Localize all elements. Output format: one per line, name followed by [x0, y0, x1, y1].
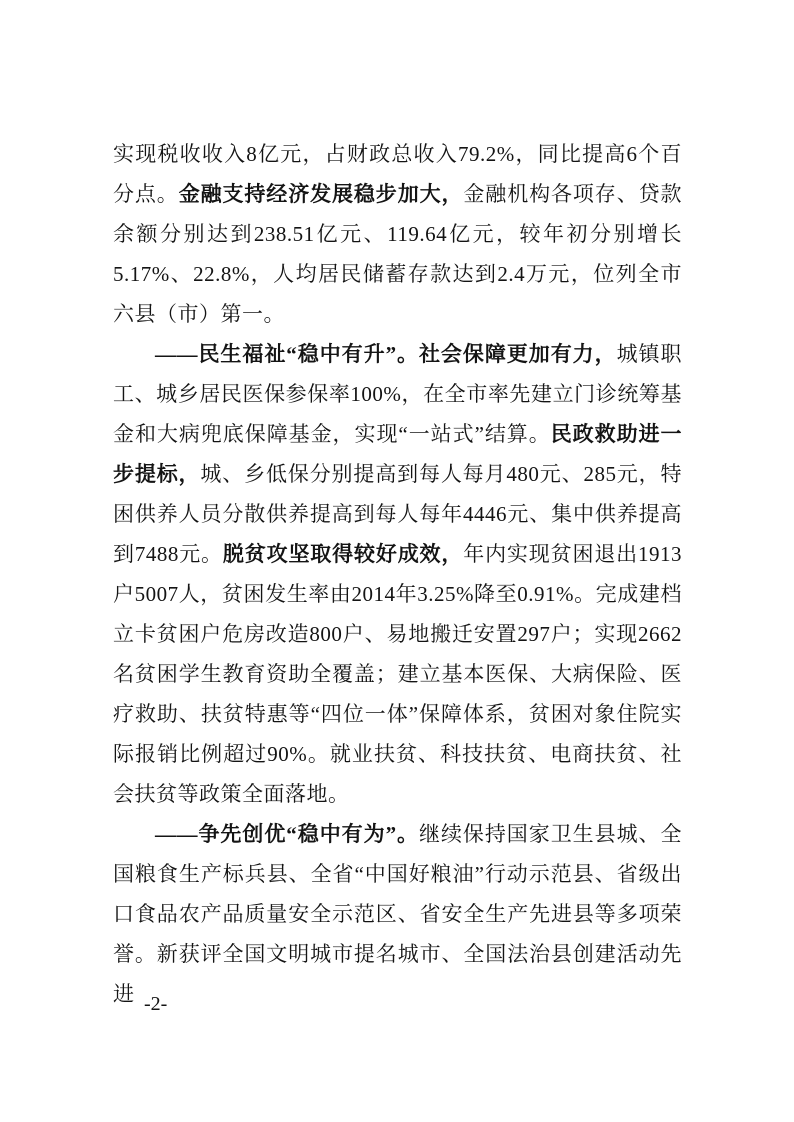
bold-heading-livelihood: ——民生福祉“稳中有升”。社会保障更加有力， — [155, 342, 617, 366]
bold-heading-financial-support: 金融支持经济发展稳步加大， — [178, 182, 464, 206]
page-number: -2- — [144, 993, 168, 1015]
document-body — [113, 134, 682, 1014]
text-run: 继续保持国家卫生县城、全国粮食生产标兵县、全省“中国好粮油”行动示范县、省级出口食品农产品质量安全示范区、省安全生产先进县等多项荣誉。新获评全国文明城市提名城市、全国法治县创建活动先进 — [113, 822, 683, 1006]
paragraph-finance — [113, 134, 682, 334]
paragraph-livelihood — [113, 334, 682, 814]
bold-heading-poverty-alleviation: 脱贫攻坚取得较好成效， — [222, 542, 464, 566]
text-run: 金融机构各项存、贷款余额分别达到238.51亿元、119.64亿元，较年初分别增长5.17%、22.8%，人均居民储蓄存款达到2.4万元，位列全市六县（市）第一。 — [113, 182, 683, 326]
paragraph-honors — [113, 814, 682, 1014]
text-run: 城镇职工、城乡居民医保参保率100%，在全市率先建立门诊统筹基金和大病兜底保障基金，实现“一站式”结算。 — [113, 342, 683, 446]
bold-heading-striving-excellence: ——争先创优“稳中有为”。 — [155, 822, 419, 846]
text-run: 年内实现贫困退出1913户5007人，贫困发生率由2014年3.25%降至0.91%。完成建档立卡贫困户危房改造800户、易地搬迁安置297户；实现2662名贫困学生教育资助全覆盖；建立基本医保、大病保险、医疗救助、扶贫特惠等“四位一体”保障体系，贫困对象住院实际报销比例超过90%。就业扶贫、科技扶贫、电商扶贫、社会扶贫等政策全面落地。 — [113, 542, 683, 806]
text-run: 城、乡低保分别提高到每人每月480元、285元，特困供养人员分散供养提高到每人每年4446元、集中供养提高到7488元。 — [113, 462, 683, 566]
text-run: 实现税收收入8亿元，占财政总收入79.2%，同比提高6个百分点。 — [113, 142, 682, 206]
bold-heading-civil-relief: 民政救助进一步提标， — [113, 422, 682, 486]
